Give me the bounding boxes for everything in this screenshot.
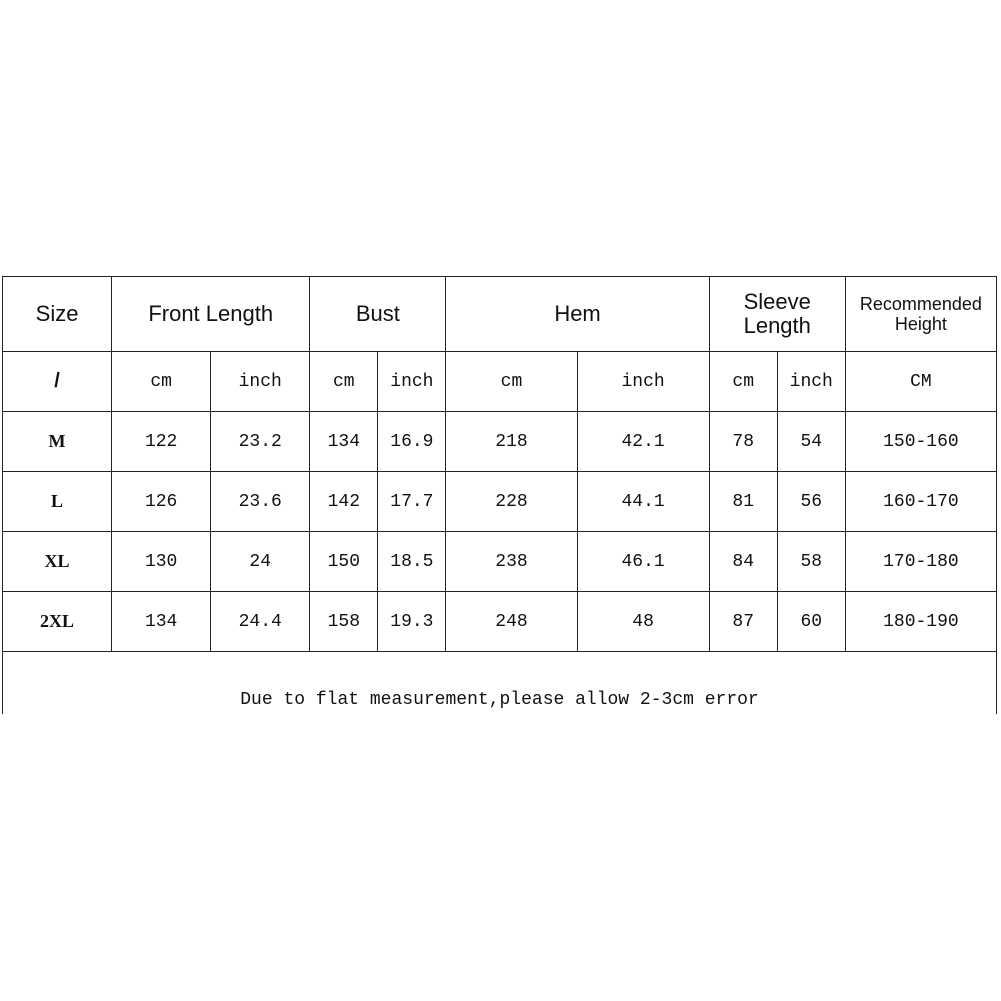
unit-height: CM <box>845 352 996 412</box>
front-cm-cell: 130 <box>112 532 211 592</box>
hem-inch-cell: 42.1 <box>577 412 709 472</box>
unit-bust-inch: inch <box>378 352 446 412</box>
hem-cm-cell: 218 <box>446 412 577 472</box>
unit-sleeve-inch: inch <box>777 352 845 412</box>
front-inch-cell: 24.4 <box>211 592 310 652</box>
size-cell: XL <box>3 532 112 592</box>
hem-cm-cell: 238 <box>446 532 577 592</box>
bust-cm-cell: 142 <box>310 472 378 532</box>
sleeve-cm-cell: 81 <box>709 472 777 532</box>
unit-front-cm: cm <box>112 352 211 412</box>
table-row <box>3 472 997 532</box>
front-cm-cell: 126 <box>112 472 211 532</box>
unit-hem-cm: cm <box>446 352 577 412</box>
front-inch-cell: 24 <box>211 532 310 592</box>
header-sleeve-line2: Length <box>743 313 811 338</box>
height-cell: 170-180 <box>845 532 996 592</box>
front-cm-cell: 134 <box>112 592 211 652</box>
front-inch-cell: 23.2 <box>211 412 310 472</box>
bust-cm-cell: 150 <box>310 532 378 592</box>
sleeve-inch-cell: 56 <box>777 472 845 532</box>
bust-cm-cell: 158 <box>310 592 378 652</box>
measurement-note: Due to flat measurement,please allow 2-3cm error <box>3 652 997 715</box>
header-sleeve-length <box>709 277 845 352</box>
note-row <box>3 652 997 715</box>
size-cell: L <box>3 472 112 532</box>
header-sleeve-line1: Sleeve <box>743 289 811 314</box>
hem-inch-cell: 44.1 <box>577 472 709 532</box>
sleeve-inch-cell: 60 <box>777 592 845 652</box>
header-height-line1: Recommended <box>859 294 982 314</box>
header-front-length: Front Length <box>112 277 310 352</box>
bust-inch-cell: 17.7 <box>378 472 446 532</box>
size-chart-table <box>2 276 997 714</box>
bust-inch-cell: 18.5 <box>378 532 446 592</box>
header-hem: Hem <box>446 277 709 352</box>
header-row <box>3 277 997 352</box>
height-cell: 150-160 <box>845 412 996 472</box>
unit-bust-cm: cm <box>310 352 378 412</box>
sleeve-cm-cell: 78 <box>709 412 777 472</box>
size-cell: 2XL <box>3 592 112 652</box>
bust-inch-cell: 19.3 <box>378 592 446 652</box>
height-cell: 160-170 <box>845 472 996 532</box>
table-row <box>3 412 997 472</box>
unit-size: / <box>3 352 112 412</box>
bust-cm-cell: 134 <box>310 412 378 472</box>
sleeve-inch-cell: 54 <box>777 412 845 472</box>
header-height-line2: Height <box>894 314 947 334</box>
sleeve-inch-cell: 58 <box>777 532 845 592</box>
table-row <box>3 532 997 592</box>
front-cm-cell: 122 <box>112 412 211 472</box>
unit-hem-inch: inch <box>577 352 709 412</box>
height-cell: 180-190 <box>845 592 996 652</box>
sleeve-cm-cell: 87 <box>709 592 777 652</box>
hem-inch-cell: 48 <box>577 592 709 652</box>
hem-cm-cell: 228 <box>446 472 577 532</box>
header-bust: Bust <box>310 277 446 352</box>
hem-inch-cell: 46.1 <box>577 532 709 592</box>
unit-row <box>3 352 997 412</box>
header-recommended-height <box>845 277 996 352</box>
hem-cm-cell: 248 <box>446 592 577 652</box>
header-size: Size <box>3 277 112 352</box>
unit-front-inch: inch <box>211 352 310 412</box>
unit-sleeve-cm: cm <box>709 352 777 412</box>
front-inch-cell: 23.6 <box>211 472 310 532</box>
bust-inch-cell: 16.9 <box>378 412 446 472</box>
sleeve-cm-cell: 84 <box>709 532 777 592</box>
table-row <box>3 592 997 652</box>
size-cell: M <box>3 412 112 472</box>
